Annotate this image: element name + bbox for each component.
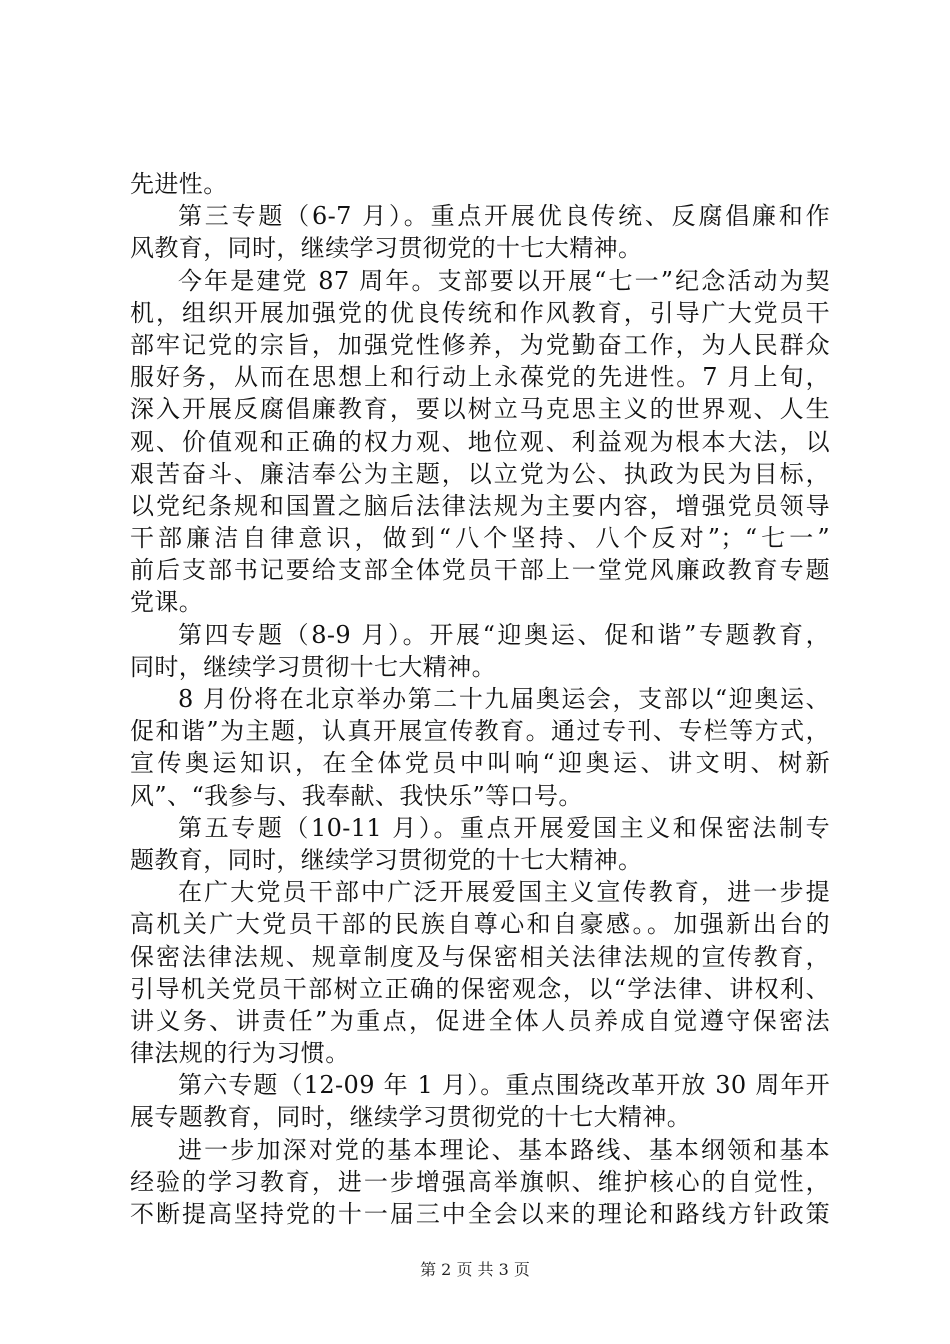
section-heading-5: 第五专题（10-11 月）。重点开展爱国主义和保密法制专 [178,813,830,842]
paragraph-line: 经验的学习教育，进一步增强高举旗帜、维护核心的自觉性， [130,1167,830,1196]
section-heading-6: 第六专题（12-09 年 1 月）。重点围绕改革开放 30 周年开 [178,1071,830,1100]
paragraph-line: 观、价值观和正确的权力观、地位观、利益观为根本大法，以 [130,427,830,456]
paragraph-line: 今年是建党 87 周年。支部要以开展“七一”纪念活动为契 [178,266,830,295]
section-heading-6-cont: 展专题教育，同时，继续学习贯彻党的十七大精神。 [130,1103,692,1132]
paragraph-line: 机，组织开展加强党的优良传统和作风教育，引导广大党员干 [130,298,830,327]
paragraph-line: 部牢记党的宗旨，加强党性修养，为党勤奋工作，为人民群众 [130,330,830,359]
page-number-footer: 第 2 页 共 3 页 [420,1260,530,1279]
paragraph-line: 先进性。 [130,170,228,198]
paragraph-line: 风”、“我参与、我奉献、我快乐”等口号。 [130,781,583,810]
paragraph-line: 在广大党员干部中广泛开展爱国主义宣传教育，进一步提 [178,878,830,907]
paragraph-line: 高机关广大党员干部的民族自尊心和自豪感。。加强新出台的 [130,910,830,939]
section-heading-4-cont: 同时，继续学习贯彻十七大精神。 [130,652,496,681]
section-heading-3: 第三专题（6-7 月）。重点开展优良传统、反腐倡廉和作 [178,202,830,231]
paragraph-line: 以党纪条规和国置之脑后法律法规为主要内容，增强党员领导 [130,491,830,520]
paragraph-line: 讲义务、讲责任”为重点，促进全体人员养成自觉遵守保密法 [130,1006,830,1035]
paragraph-line: 干部廉洁自律意识，做到“八个坚持、八个反对”；“七一” [130,524,830,553]
section-heading-5-cont: 题教育，同时，继续学习贯彻党的十七大精神。 [130,845,643,874]
paragraph-line: 律法规的行为习惯。 [130,1039,350,1068]
section-heading-4: 第四专题（8-9 月）。开展“迎奥运、促和谐”专题教育， [178,620,830,649]
paragraph-line: 服好务，从而在思想上和行动上永葆党的先进性。7 月上旬， [130,363,830,392]
paragraph-line: 艰苦奋斗、廉洁奉公为主题，以立党为公、执政为民为目标， [130,459,830,488]
paragraph-line: 前后支部书记要给支部全体党员干部上一堂党风廉政教育专题 [130,556,830,585]
paragraph-line: 8 月份将在北京举办第二十九届奥运会，支部以“迎奥运、 [178,685,830,713]
paragraph-line: 保密法律法规、规章制度及与保密相关法律法规的宣传教育， [130,942,830,971]
paragraph-line: 党课。 [130,588,204,617]
paragraph-line: 宣传奥运知识，在全体党员中叫响“迎奥运、讲文明、树新 [130,749,830,778]
paragraph-line: 进一步加深对党的基本理论、基本路线、基本纲领和基本 [178,1135,830,1164]
document-body [130,168,830,1230]
paragraph-line: 引导机关党员干部树立正确的保密观念，以“学法律、讲权利、 [130,974,830,1003]
paragraph-line: 不断提高坚持党的十一届三中全会以来的理论和路线方针政策 [130,1200,830,1228]
paragraph-line: 促和谐”为主题，认真开展宣传教育。通过专刊、专栏等方式， [130,717,830,746]
section-heading-3-cont: 风教育，同时，继续学习贯彻党的十七大精神。 [130,234,643,263]
paragraph-line: 深入开展反腐倡廉教育，要以树立马克思主义的世界观、人生 [130,395,830,424]
